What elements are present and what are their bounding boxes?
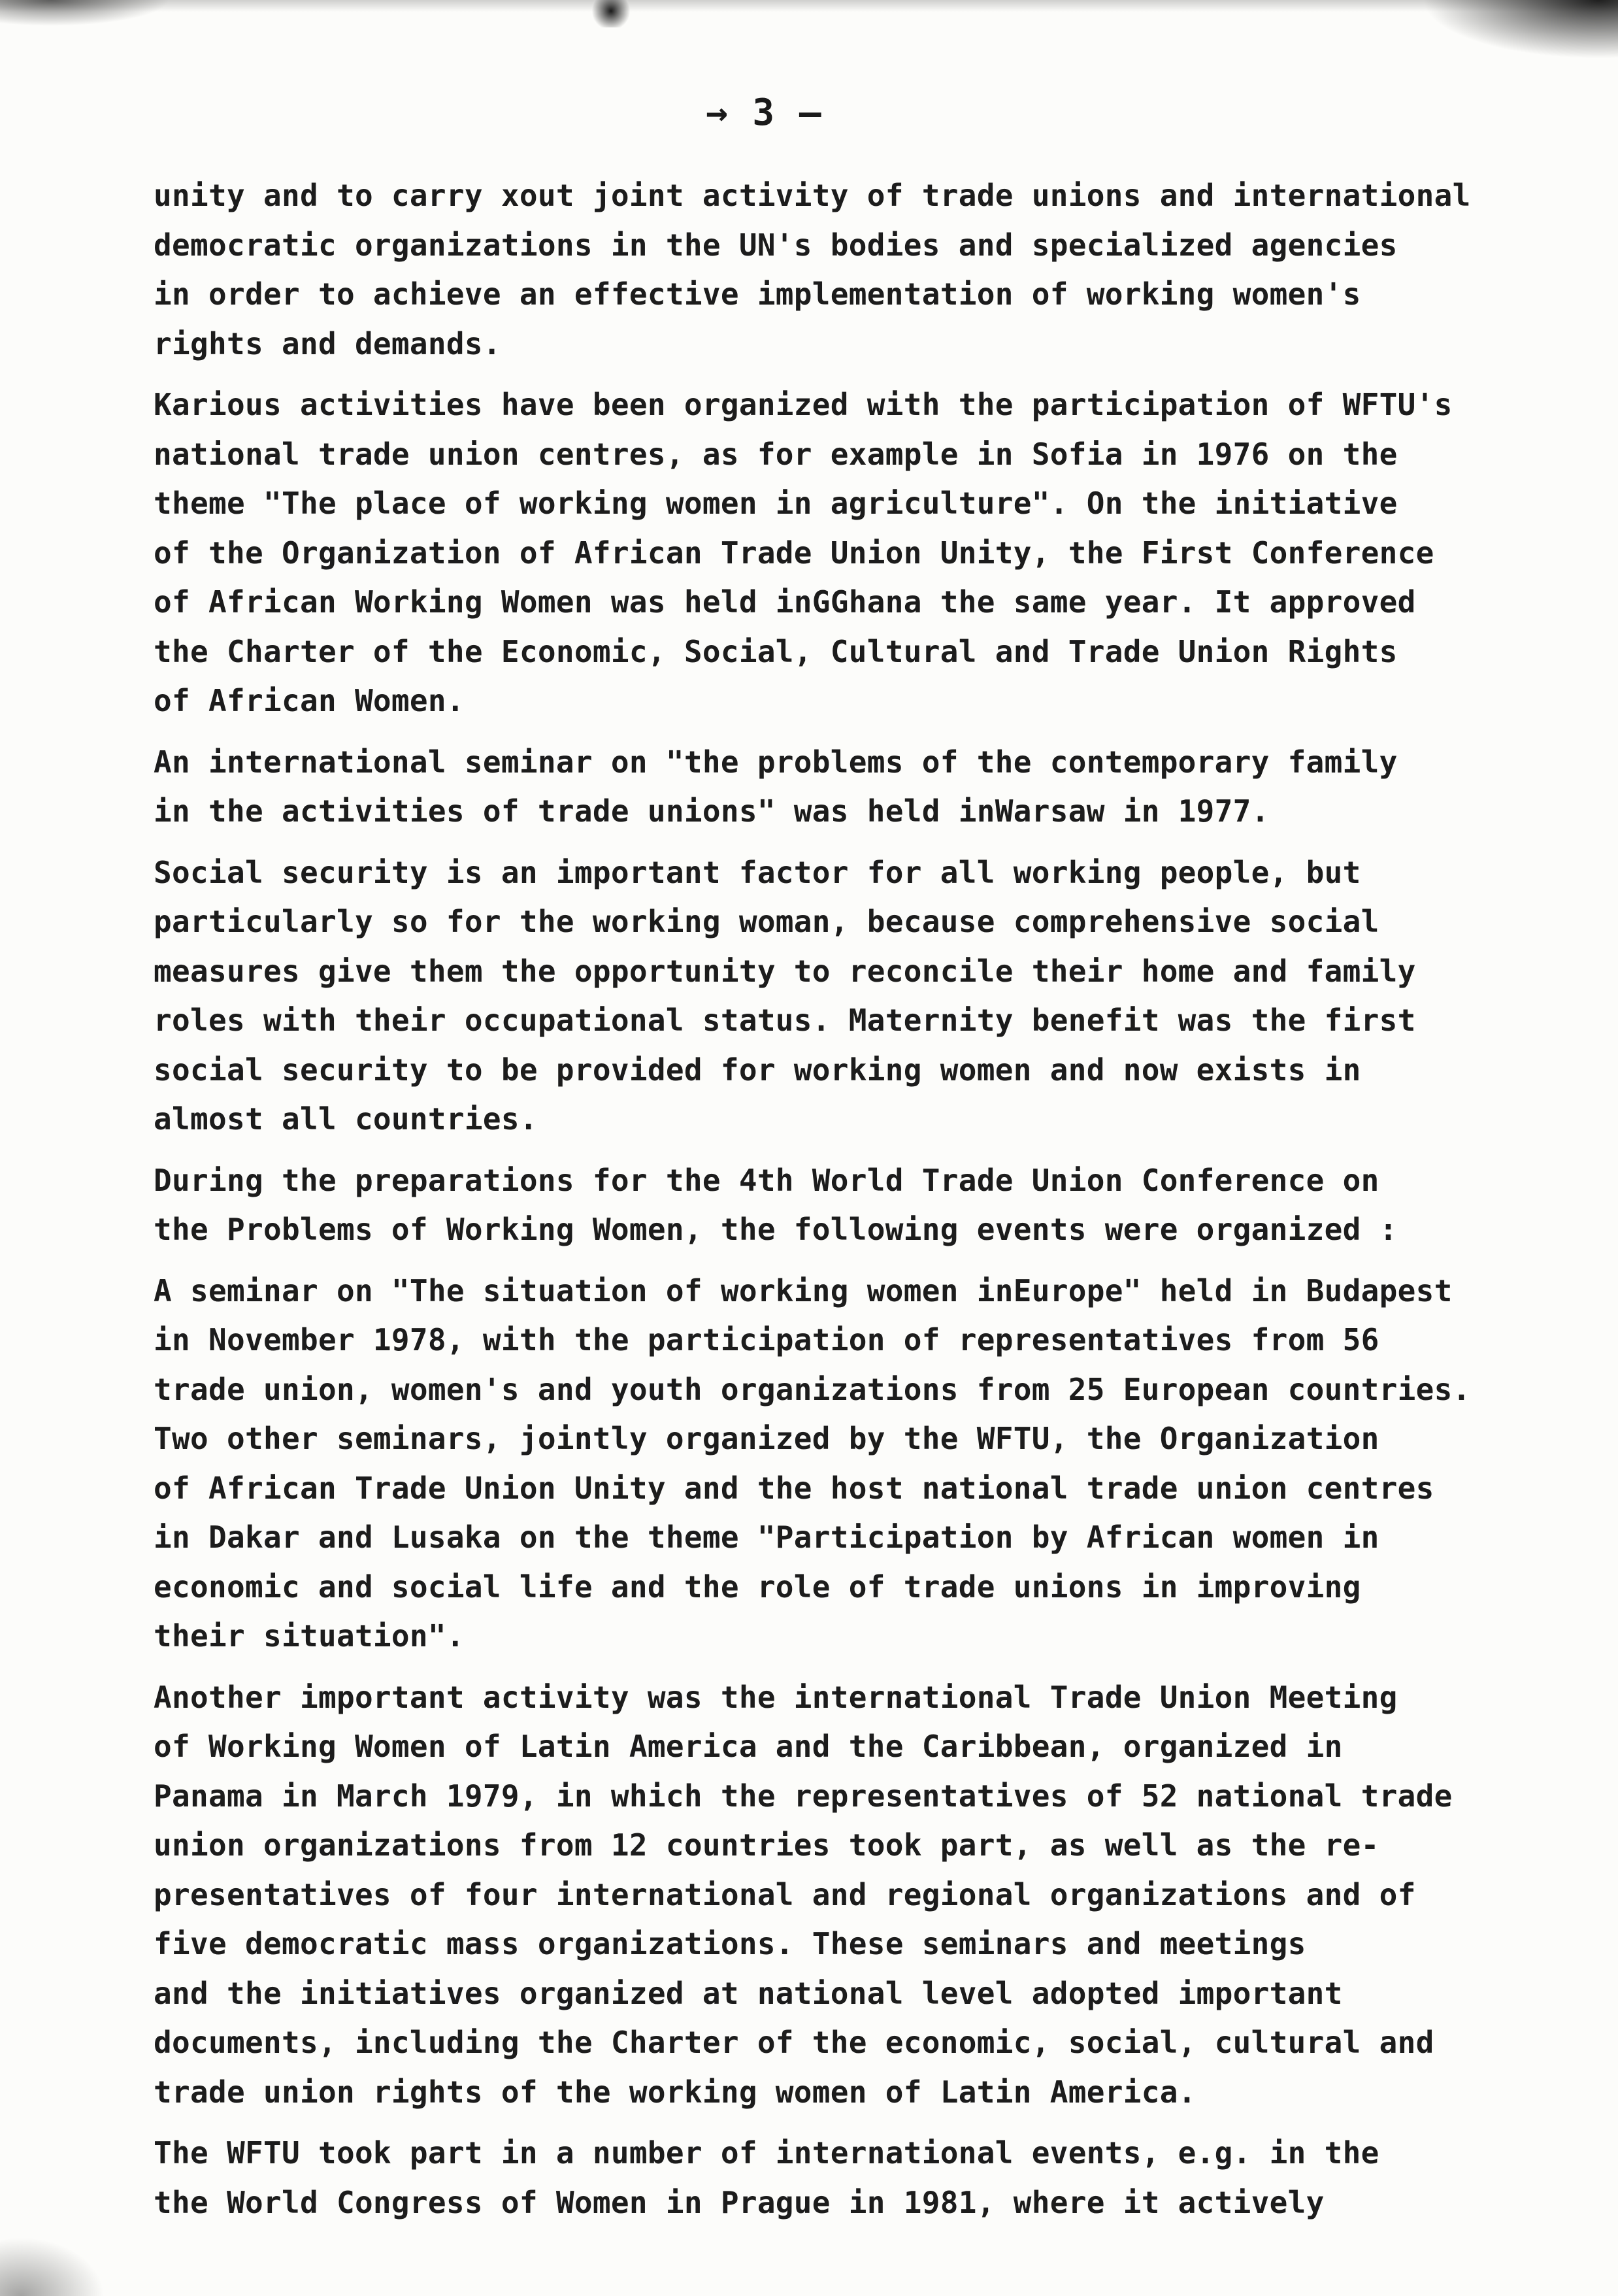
paragraph <box>154 2129 1591 2227</box>
text-line: of African Women. <box>154 683 465 718</box>
paragraph <box>154 1267 1591 1661</box>
paragraph <box>154 380 1591 726</box>
page-number: → 3 ‒ <box>706 92 823 134</box>
paragraph <box>154 738 1591 837</box>
text-line: of the Organization of African Trade Union Unity, the First Conference <box>154 535 1434 571</box>
text-line: in November 1978, with the participation of representatives from 56 <box>154 1322 1379 1357</box>
text-line: Social security is an important factor for all working people, but <box>154 854 1361 890</box>
document-body <box>154 171 1591 2239</box>
text-line: Two other seminars, jointly organized by the WFTU, the Organization <box>154 1421 1379 1456</box>
text-line: trade union, women's and youth organizations from 25 European countries. <box>154 1371 1471 1407</box>
text-line: of Working Women of Latin America and the Caribbean, organized in <box>154 1729 1343 1764</box>
text-line: in the activities of trade unions" was held inWarsaw in 1977. <box>154 793 1270 829</box>
text-line: social security to be provided for working women and now exists in <box>154 1052 1361 1088</box>
text-line: and the initiatives organized at national level adopted important <box>154 1975 1343 2011</box>
text-line: During the preparations for the 4th World Trade Union Conference on <box>154 1162 1379 1198</box>
text-line: unity and to carry xout joint activity of trade unions and international <box>154 178 1471 213</box>
text-line: the World Congress of Women in Prague in 1981, where it actively <box>154 2184 1325 2220</box>
text-line: the Charter of the Economic, Social, Cultural and Trade Union Rights <box>154 633 1398 669</box>
text-line: An international seminar on "the problems of the contemporary family <box>154 744 1398 780</box>
text-line: rights and demands. <box>154 325 501 361</box>
text-line: Another important activity was the international Trade Union Meeting <box>154 1679 1398 1715</box>
paragraph <box>154 848 1591 1144</box>
paragraph <box>154 1673 1591 2118</box>
text-line: of African Trade Union Unity and the host national trade union centres <box>154 1470 1434 1506</box>
scan-shadow-top-right <box>1422 0 1618 59</box>
text-line: union organizations from 12 countries took part, as well as the re- <box>154 1827 1379 1863</box>
scan-shadow-top-left <box>0 0 170 26</box>
paragraph <box>154 171 1591 369</box>
text-line: theme "The place of working women in agriculture". On the initiative <box>154 486 1398 521</box>
text-line: five democratic mass organizations. These seminars and meetings <box>154 1926 1306 1961</box>
text-line: presentatives of four international and regional organizations and of <box>154 1876 1416 1912</box>
text-line: their situation". <box>154 1618 465 1654</box>
scan-shadow-bottom-left <box>0 2237 105 2296</box>
text-line: documents, including the Charter of the economic, social, cultural and <box>154 2025 1434 2060</box>
paragraph <box>154 1156 1591 1255</box>
text-line: economic and social life and the role of trade unions in improving <box>154 1569 1361 1605</box>
text-line: The WFTU took part in a number of international events, e.g. in the <box>154 2135 1379 2171</box>
text-line: Panama in March 1979, in which the representatives of 52 national trade <box>154 1778 1453 1814</box>
text-line: roles with their occupational status. Maternity benefit was the first <box>154 1003 1416 1038</box>
text-line: of African Working Women was held inGGhana the same year. It approved <box>154 584 1416 620</box>
text-line: almost all countries. <box>154 1101 538 1137</box>
text-line: measures give them the opportunity to reconcile their home and family <box>154 953 1416 989</box>
text-line: A seminar on "The situation of working women inEurope" held in Budapest <box>154 1273 1453 1308</box>
text-line: the Problems of Working Women, the following events were organized : <box>154 1212 1398 1247</box>
text-line: in order to achieve an effective implementation of working women's <box>154 276 1361 312</box>
text-line: national trade union centres, as for example in Sofia in 1976 on the <box>154 436 1398 472</box>
text-line: in Dakar and Lusaka on the theme "Participation by African women in <box>154 1520 1379 1555</box>
text-line: Karious activities have been organized with the participation of WFTU's <box>154 387 1453 422</box>
text-line: democratic organizations in the UN's bodies and specialized agencies <box>154 227 1398 263</box>
scan-edge-top <box>0 0 1618 12</box>
text-line: particularly so for the working woman, because comprehensive social <box>154 904 1379 939</box>
scan-ink-blot <box>591 0 631 27</box>
text-line: trade union rights of the working women of Latin America. <box>154 2074 1197 2110</box>
